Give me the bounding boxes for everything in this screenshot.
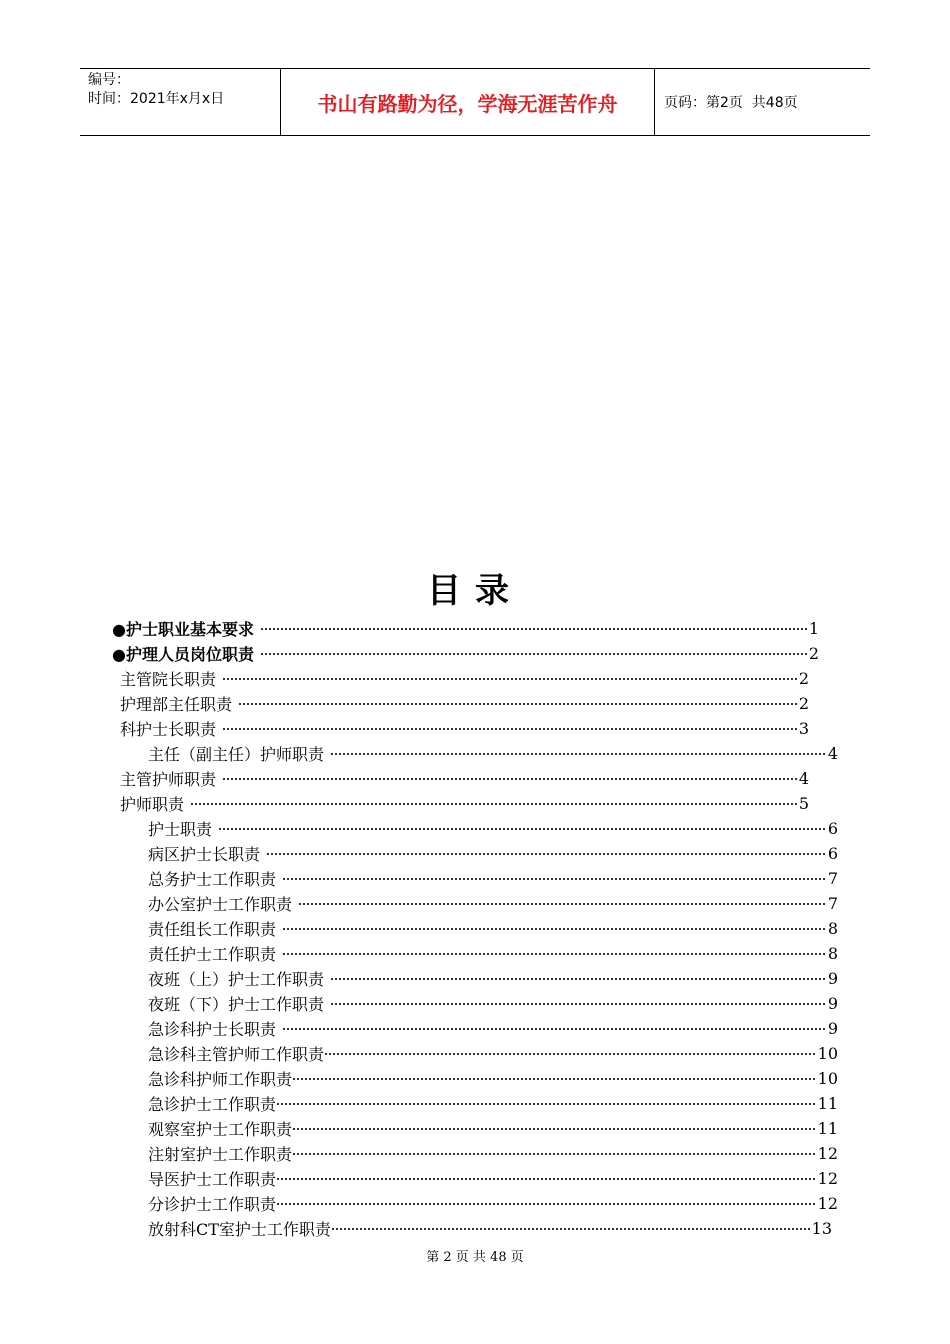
toc-entry-label: 观察室护士工作职责 xyxy=(148,1120,293,1139)
dot-leader xyxy=(222,674,797,684)
dot-leader xyxy=(260,624,807,634)
toc-entry[interactable] xyxy=(148,991,838,1016)
dot-leader xyxy=(276,1174,816,1184)
toc-entry[interactable] xyxy=(148,866,838,891)
toc-entry-label: 夜班（下）护士工作职责 xyxy=(148,995,325,1014)
document-code-label: 编号： xyxy=(88,72,130,88)
toc-entry-label: 办公室护士工作职责 xyxy=(148,895,293,914)
dot-leader xyxy=(276,1199,816,1209)
dot-leader xyxy=(330,974,826,984)
toc-entry-label: 导医护士工作职责 xyxy=(148,1170,277,1189)
dot-leader xyxy=(282,874,826,884)
toc-entry[interactable] xyxy=(148,1066,838,1091)
toc-entry-label: 护士职责 xyxy=(148,820,213,839)
toc-entry-label: 护师职责 xyxy=(120,795,185,814)
toc-entry-label: 急诊科主管护师工作职责 xyxy=(148,1045,325,1064)
footer-page-number: 第 2 页 共 48 页 xyxy=(426,1250,524,1265)
toc-entry-page: 4 xyxy=(827,744,838,763)
toc-entry[interactable] xyxy=(148,1166,838,1191)
toc-entry-page: 6 xyxy=(827,844,838,863)
toc-entry-page: 12 xyxy=(817,1144,838,1163)
dot-leader xyxy=(282,1024,826,1034)
dot-leader xyxy=(292,1149,816,1159)
toc-entry[interactable] xyxy=(148,1191,838,1216)
toc-entry-page: 12 xyxy=(817,1194,838,1213)
toc-entry[interactable] xyxy=(120,766,809,791)
toc-entry-page: 7 xyxy=(827,894,838,913)
toc-entry-page: 11 xyxy=(817,1119,838,1138)
toc-entry-page: 6 xyxy=(827,819,838,838)
toc-entry-label: 科护士长职责 xyxy=(120,720,217,739)
toc-entry[interactable] xyxy=(148,816,838,841)
toc-entry-page: 13 xyxy=(811,1219,832,1238)
toc-entry[interactable] xyxy=(148,966,838,991)
header-meta-cell xyxy=(80,69,281,135)
toc-entry[interactable] xyxy=(148,841,838,866)
toc-entry[interactable] xyxy=(148,916,838,941)
dot-leader xyxy=(292,1074,816,1084)
dot-leader xyxy=(238,699,797,709)
dot-leader xyxy=(292,1124,816,1134)
dot-leader xyxy=(298,899,826,909)
toc-entry-label: 分诊护士工作职责 xyxy=(148,1195,277,1214)
toc-entry-page: 7 xyxy=(827,869,838,888)
toc-entry-page: 2 xyxy=(798,694,809,713)
dot-leader xyxy=(330,999,826,1009)
toc-entry[interactable] xyxy=(120,716,809,741)
toc-entry-page: 2 xyxy=(808,644,819,663)
toc-entry-label: 主管护师职责 xyxy=(120,770,217,789)
toc-entry-page: 9 xyxy=(827,969,838,988)
dot-leader xyxy=(282,949,826,959)
toc-entry-label: 主任（副主任）护师职责 xyxy=(148,745,325,764)
toc-entry-label: 病区护士长职责 xyxy=(148,845,261,864)
toc-entry-page: 10 xyxy=(817,1069,838,1088)
toc-entry-label: 夜班（上）护士工作职责 xyxy=(148,970,325,989)
dot-leader xyxy=(260,649,807,659)
toc-entry-label: 急诊护士工作职责 xyxy=(148,1095,277,1114)
toc-entry[interactable] xyxy=(148,1091,838,1116)
toc-entry[interactable] xyxy=(148,1041,838,1066)
header-page-info: 页码：第2页 共48页 xyxy=(664,95,798,111)
toc-entry-label: 主管院长职责 xyxy=(120,670,217,689)
dot-leader xyxy=(222,774,797,784)
toc-entry-label: 急诊科护士长职责 xyxy=(148,1020,277,1039)
dot-leader xyxy=(266,849,826,859)
toc-entry-page: 8 xyxy=(827,944,838,963)
dot-leader xyxy=(190,799,797,809)
toc-entry-page: 1 xyxy=(808,619,819,638)
page-header xyxy=(80,68,870,136)
dot-leader xyxy=(222,724,797,734)
dot-leader xyxy=(218,824,826,834)
toc-entry[interactable] xyxy=(148,891,838,916)
toc-entry-page: 11 xyxy=(817,1094,838,1113)
toc-entry-page: 5 xyxy=(798,794,809,813)
page-footer xyxy=(0,1246,950,1265)
header-page-cell xyxy=(655,69,870,135)
toc-entry[interactable] xyxy=(112,616,819,641)
header-motto: 书山有路勤为径，学海无涯苦作舟 xyxy=(317,91,618,116)
toc-entry-page: 10 xyxy=(817,1044,838,1063)
dot-leader xyxy=(331,1224,810,1234)
toc-entry-label: ●护理人员岗位职责 xyxy=(112,645,254,664)
toc-entry-label: 护理部主任职责 xyxy=(120,695,233,714)
toc-entry-page: 4 xyxy=(798,769,809,788)
toc-entry[interactable] xyxy=(148,1141,838,1166)
toc-entry[interactable] xyxy=(148,741,838,766)
toc-entry-label: ●护士职业基本要求 xyxy=(112,620,254,639)
toc-entry-label: 放射科CT室护士工作职责 xyxy=(148,1220,331,1239)
header-motto-cell xyxy=(281,69,655,135)
dot-leader xyxy=(330,749,826,759)
dot-leader xyxy=(282,924,826,934)
toc-entry[interactable] xyxy=(148,1016,838,1041)
toc-entry[interactable] xyxy=(112,641,819,666)
dot-leader xyxy=(324,1049,816,1059)
toc-entry-page: 3 xyxy=(798,719,809,738)
toc-title: 目录 xyxy=(427,571,523,611)
toc-entry[interactable] xyxy=(148,941,838,966)
toc-entry-label: 总务护士工作职责 xyxy=(148,870,277,889)
document-time-label: 时间：2021年x月x日 xyxy=(88,91,225,107)
toc-entry[interactable] xyxy=(148,1216,832,1241)
toc-entry-label: 责任组长工作职责 xyxy=(148,920,277,939)
toc-entry[interactable] xyxy=(148,1116,838,1141)
dot-leader xyxy=(276,1099,816,1109)
toc-entry-page: 12 xyxy=(817,1169,838,1188)
toc-entry[interactable] xyxy=(120,691,809,716)
toc-entry-label: 责任护士工作职责 xyxy=(148,945,277,964)
toc-entry-page: 9 xyxy=(827,994,838,1013)
toc-entry-label: 注射室护士工作职责 xyxy=(148,1145,293,1164)
toc-entry[interactable] xyxy=(120,791,809,816)
toc-entry-label: 急诊科护师工作职责 xyxy=(148,1070,293,1089)
toc-entry[interactable] xyxy=(120,666,809,691)
toc-entry-page: 8 xyxy=(827,919,838,938)
toc-entry-page: 9 xyxy=(827,1019,838,1038)
toc-entry-page: 2 xyxy=(798,669,809,688)
